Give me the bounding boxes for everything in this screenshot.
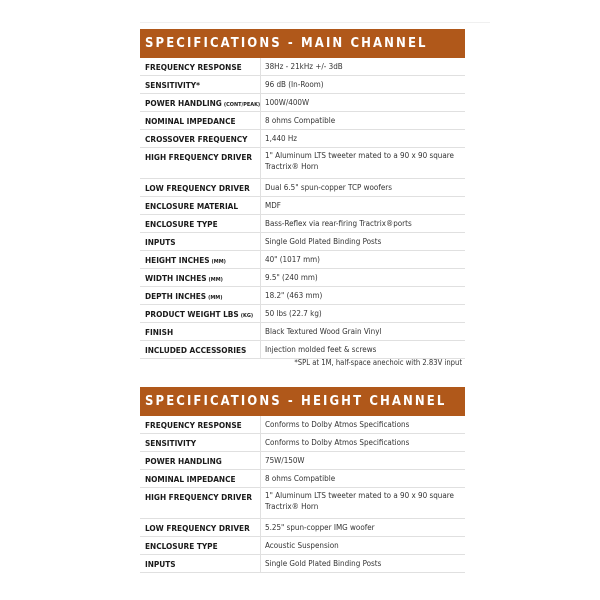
spec-value: 9.5" (240 mm): [260, 269, 465, 286]
spec-unit: (MM): [211, 258, 226, 265]
spec-label-text: DEPTH INCHES: [145, 290, 207, 301]
spec-row: [140, 112, 465, 130]
spec-label-text: ENCLOSURE TYPE: [145, 540, 218, 551]
spec-label: [140, 62, 260, 72]
spec-value: Single Gold Plated Binding Posts: [260, 555, 465, 572]
spec-label: [140, 183, 260, 193]
spec-value: Single Gold Plated Binding Posts: [260, 233, 465, 250]
spec-label-text: HIGH FREQUENCY DRIVER: [145, 492, 253, 502]
spec-row: [140, 58, 465, 76]
top-divider: [140, 22, 490, 23]
height-channel-rows: [140, 416, 465, 573]
spec-label: [140, 291, 260, 301]
main-channel-title: SPECIFICATIONS - MAIN CHANNEL: [140, 29, 465, 58]
spec-row: [140, 555, 465, 573]
spec-label-text: INPUTS: [145, 558, 176, 569]
spec-label-text: FINISH: [145, 326, 174, 337]
spec-label: [140, 474, 260, 484]
spec-label: [140, 456, 260, 466]
spec-label-text: INCLUDED ACCESSORIES: [145, 344, 247, 355]
spec-row: [140, 197, 465, 215]
spec-row: [140, 215, 465, 233]
spec-value: Injection molded feet & screws: [260, 341, 465, 358]
spec-value: 96 dB (In-Room): [260, 76, 465, 93]
spec-value: 5.25" spun-copper IMG woofer: [260, 519, 465, 536]
spec-row: [140, 416, 465, 434]
spec-value: Black Textured Wood Grain Vinyl: [260, 323, 465, 340]
spec-label: [140, 345, 260, 355]
spec-row: [140, 130, 465, 148]
spec-row: [140, 76, 465, 94]
spec-value: Conforms to Dolby Atmos Specifications: [260, 416, 465, 433]
spec-row: [140, 323, 465, 341]
spec-row: [140, 287, 465, 305]
spec-label: [140, 541, 260, 551]
spec-value: Bass-Reflex via rear-firing Tractrix®ports: [260, 215, 465, 232]
spec-label-text: CROSSOVER FREQUENCY: [145, 133, 248, 144]
spec-value: Conforms to Dolby Atmos Specifications: [260, 434, 465, 451]
spec-label-text: FREQUENCY RESPONSE: [145, 419, 242, 430]
height-channel-spec-table: [140, 387, 465, 573]
spec-label-text: FREQUENCY RESPONSE: [145, 61, 242, 72]
spec-label-text: LOW FREQUENCY DRIVER: [145, 522, 250, 533]
spec-label-text: ENCLOSURE MATERIAL: [145, 200, 239, 211]
spec-label: [140, 273, 260, 283]
spec-label-text: WIDTH INCHES: [145, 272, 207, 283]
spec-unit: (MM): [208, 276, 223, 283]
spec-value: 1" Aluminum LTS tweeter mated to a 90 x 90 square Tractrix® Horn: [260, 488, 465, 518]
spec-label: [140, 523, 260, 533]
spec-row: [140, 269, 465, 287]
spec-label: [140, 488, 260, 502]
spec-value: 18.2" (463 mm): [260, 287, 465, 304]
spec-value: MDF: [260, 197, 465, 214]
spec-value: 1,440 Hz: [260, 130, 465, 147]
spec-value: 1" Aluminum LTS tweeter mated to a 90 x 90 square Tractrix® Horn: [260, 148, 465, 178]
spec-label-text: NOMINAL IMPEDANCE: [145, 115, 236, 126]
spec-row: [140, 94, 465, 112]
spl-footnote: *SPL at 1M, half-space anechoic with 2.83V input: [294, 358, 462, 367]
spec-row: [140, 251, 465, 269]
spec-label: [140, 134, 260, 144]
spec-label: [140, 309, 260, 319]
spec-row: [140, 488, 465, 519]
spec-value: Acoustic Suspension: [260, 537, 465, 554]
spec-row: [140, 233, 465, 251]
spec-value: 8 ohms Compatible: [260, 470, 465, 487]
spec-row: [140, 179, 465, 197]
spec-label-text: LOW FREQUENCY DRIVER: [145, 182, 250, 193]
spec-row: [140, 452, 465, 470]
spec-value: 38Hz - 21kHz +/- 3dB: [260, 58, 465, 75]
spec-value: 40" (1017 mm): [260, 251, 465, 268]
spec-row: [140, 537, 465, 555]
main-channel-rows: [140, 58, 465, 359]
spec-label-text: ENCLOSURE TYPE: [145, 218, 218, 229]
spec-label: [140, 201, 260, 211]
main-channel-spec-table: [140, 29, 465, 359]
spec-unit: (KG): [240, 312, 254, 319]
spec-value: 75W/150W: [260, 452, 465, 469]
height-channel-title: SPECIFICATIONS - HEIGHT CHANNEL: [140, 387, 465, 416]
spec-label-text: SENSITIVITY*: [145, 79, 200, 90]
spec-value: 100W/400W: [260, 94, 465, 111]
spec-row: [140, 519, 465, 537]
spec-row: [140, 434, 465, 452]
spec-label-text: INPUTS: [145, 236, 176, 247]
spec-row: [140, 341, 465, 359]
spec-label: [140, 327, 260, 337]
spec-row: [140, 148, 465, 179]
spec-value: 8 ohms Compatible: [260, 112, 465, 129]
spec-value: 50 lbs (22.7 kg): [260, 305, 465, 322]
spec-label: [140, 255, 260, 265]
spec-row: [140, 305, 465, 323]
spec-row: [140, 470, 465, 488]
spec-label: [140, 80, 260, 90]
spec-label-text: POWER HANDLING: [145, 97, 222, 108]
spec-label-text: SENSITIVITY: [145, 437, 197, 448]
spec-label-text: NOMINAL IMPEDANCE: [145, 473, 236, 484]
spec-label-text: HEIGHT INCHES: [145, 254, 210, 265]
spec-label: [140, 219, 260, 229]
spec-label: [140, 420, 260, 430]
spec-label: [140, 559, 260, 569]
spec-label-text: HIGH FREQUENCY DRIVER: [145, 152, 253, 162]
spec-label: [140, 98, 260, 108]
spec-label: [140, 237, 260, 247]
spec-unit: (CONT/PEAK): [223, 101, 261, 108]
spec-label: [140, 148, 260, 162]
spec-unit: (MM): [208, 294, 223, 301]
spec-label: [140, 438, 260, 448]
spec-value: Dual 6.5" spun-copper TCP woofers: [260, 179, 465, 196]
spec-label: [140, 116, 260, 126]
spec-label-text: PRODUCT WEIGHT LBS: [145, 308, 239, 319]
spec-label-text: POWER HANDLING: [145, 455, 222, 466]
